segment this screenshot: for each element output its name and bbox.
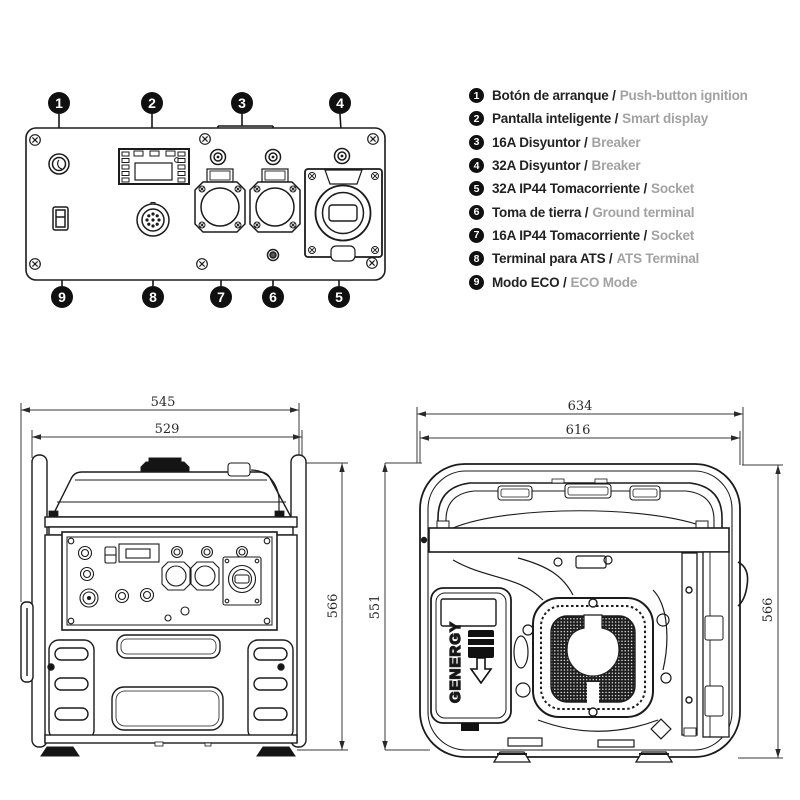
legend-number-badge: 9	[469, 275, 484, 290]
fuel-tank	[49, 458, 291, 518]
brand-text: GENERGY	[447, 620, 464, 703]
legend-item-es: 32A IP44 Tomacorriente /	[492, 181, 648, 197]
legend-item-en: ATS Terminal	[616, 251, 700, 267]
front-dim-outer-width: 545	[150, 395, 176, 410]
svg-text:7: 7	[217, 289, 225, 305]
oil-cap	[228, 463, 250, 476]
legend-item-es: Toma de tierra /	[492, 204, 589, 220]
legend	[469, 84, 748, 294]
svg-text:2: 2	[148, 95, 156, 111]
legend-number-badge: 3	[469, 135, 484, 150]
legend-item	[469, 247, 748, 270]
front-side-bracket	[21, 602, 33, 682]
legend-item-en: Socket	[651, 181, 695, 197]
legend-item-en: Push-button ignition	[619, 88, 748, 104]
breaker-32a	[335, 149, 350, 164]
svg-text:8: 8	[149, 289, 157, 305]
front-feet	[41, 747, 295, 756]
brand-panel	[431, 588, 511, 731]
side-dim-inner-width: 616	[565, 423, 591, 438]
legend-item-es: Botón de arranque /	[492, 88, 616, 104]
smart-display	[119, 149, 189, 184]
legend-item-es: 16A Disyuntor /	[492, 134, 588, 150]
svg-text:4: 4	[336, 95, 344, 111]
front-view-drawing	[5, 390, 355, 790]
legend-item	[469, 107, 748, 130]
fan-housing	[533, 598, 653, 717]
legend-item-en: Ground terminal	[592, 204, 695, 220]
legend-item-en: Socket	[651, 227, 695, 243]
control-panel-diagram	[18, 82, 408, 317]
front-control-panel	[62, 532, 277, 630]
legend-item-en: Breaker	[591, 134, 641, 150]
legend-number-badge: 8	[469, 251, 484, 266]
legend-item	[469, 200, 748, 223]
legend-item-es: 32A Disyuntor /	[492, 158, 588, 174]
side-dim-height-left: 551	[368, 594, 383, 620]
legend-item-es: 16A IP44 Tomacorriente /	[492, 227, 648, 243]
legend-number-badge: 6	[469, 205, 484, 220]
breaker-16a-right	[266, 150, 281, 165]
svg-text:5: 5	[335, 289, 343, 305]
legend-number-badge: 2	[469, 111, 484, 126]
legend-number-badge: 7	[469, 228, 484, 243]
legend-item-es: Modo ECO /	[492, 274, 567, 290]
svg-text:1: 1	[55, 95, 63, 111]
legend-number-badge: 1	[469, 88, 484, 103]
eco-switch	[53, 207, 68, 230]
front-dim-inner-width: 529	[154, 422, 180, 437]
callout-8	[142, 286, 164, 308]
breaker-16a-left	[211, 150, 226, 165]
callout-1	[48, 92, 70, 114]
side-dim-outer-width: 634	[567, 399, 593, 414]
fuel-cap	[141, 458, 189, 472]
callout-4	[329, 92, 351, 114]
legend-item-en: Smart display	[622, 111, 709, 127]
legend-item	[469, 177, 748, 200]
front-dim-height: 566	[326, 593, 341, 619]
callout-3	[231, 92, 253, 114]
callout-9	[51, 286, 73, 308]
side-dim-height-right: 566	[761, 597, 776, 623]
legend-item	[469, 154, 748, 177]
legend-number-badge: 5	[469, 181, 484, 196]
legend-item-es: Pantalla inteligente /	[492, 111, 619, 127]
legend-item-en: Breaker	[591, 158, 641, 174]
callout-7	[210, 286, 232, 308]
callout-2	[141, 92, 163, 114]
legend-item-en: ECO Mode	[570, 274, 638, 290]
svg-text:9: 9	[58, 289, 66, 305]
legend-item	[469, 131, 748, 154]
svg-text:3: 3	[238, 95, 246, 111]
callout-5	[328, 286, 350, 308]
legend-item	[469, 270, 748, 293]
callout-6	[262, 286, 284, 308]
side-view-drawing	[358, 390, 800, 790]
front-lower-housing	[45, 635, 297, 746]
legend-item	[469, 224, 748, 247]
socket-32a	[305, 169, 382, 261]
ground-terminal	[268, 250, 279, 261]
legend-number-badge: 4	[469, 158, 484, 173]
push-button	[49, 154, 69, 174]
svg-text:6: 6	[269, 289, 277, 305]
legend-item-es: Terminal para ATS /	[492, 251, 613, 267]
legend-item	[469, 84, 748, 107]
